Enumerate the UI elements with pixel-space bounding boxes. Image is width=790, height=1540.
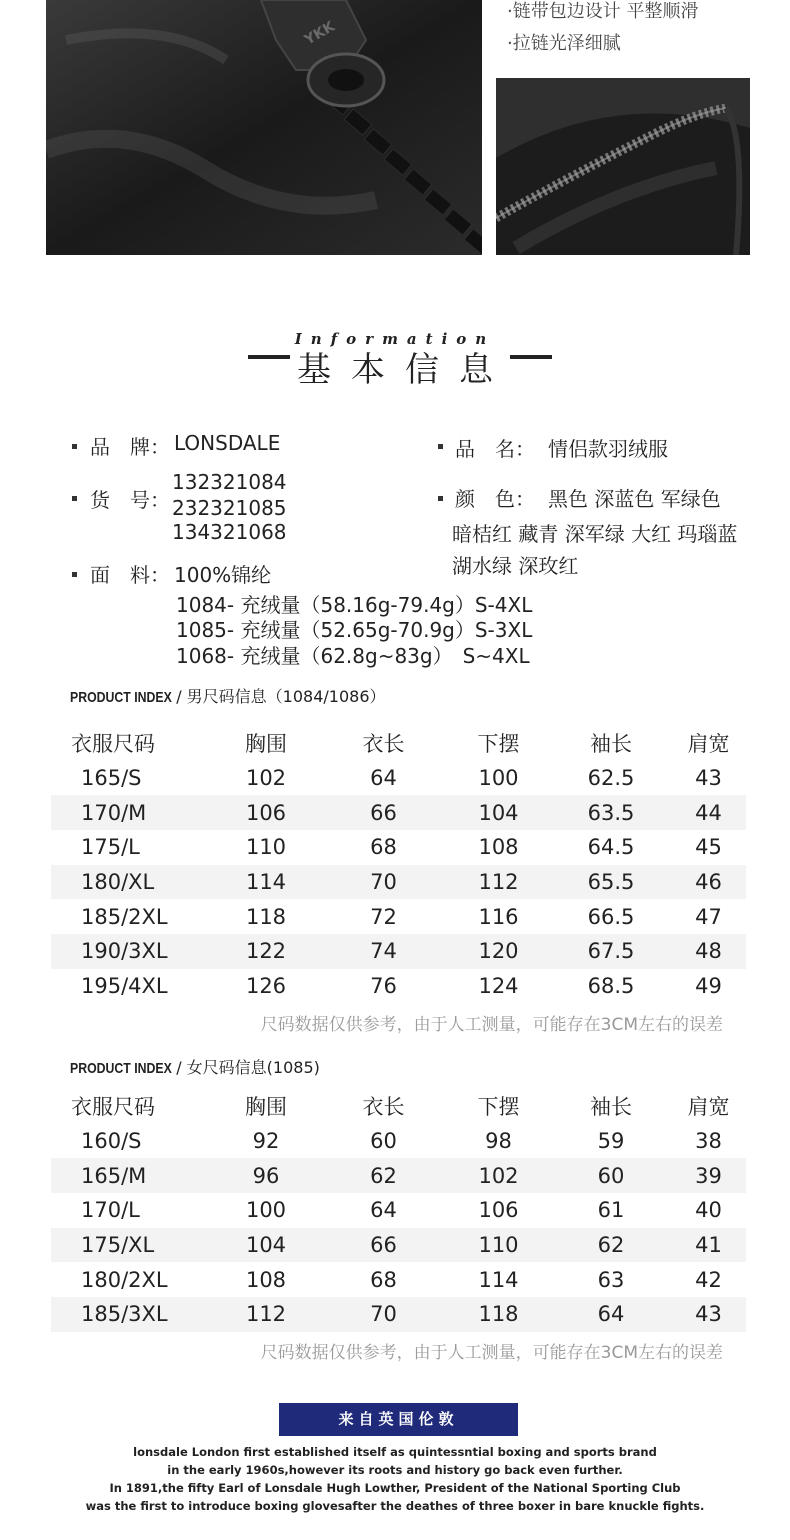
feature-1: ·链带包边设计 平整顺滑 <box>507 1 699 22</box>
table-row <box>51 1262 746 1297</box>
item-number-1: 132321084 <box>172 470 287 494</box>
table-cell: 175/XL <box>51 1228 211 1263</box>
table-cell: 60 <box>551 1158 671 1193</box>
column-header: 胸围 <box>245 732 287 757</box>
women-heading-cn: / 女尺码信息(1085) <box>176 1058 320 1077</box>
table-header-row <box>51 726 746 761</box>
table-cell: 62 <box>551 1228 671 1263</box>
color-label: 颜 色： <box>455 487 535 511</box>
table-cell: 114 <box>478 1267 519 1292</box>
women-table-heading <box>70 1055 320 1078</box>
men-heading-cn: / 男尺码信息（1084/1086） <box>176 687 386 706</box>
bullet <box>72 496 77 501</box>
colors-line-2: 暗桔红 藏青 深军绿 大红 玛瑙蓝 <box>452 522 738 546</box>
table-cell: 64 <box>370 1198 397 1223</box>
zipper-closeup-photo <box>46 0 482 255</box>
table-cell: 64 <box>551 1297 671 1332</box>
table-cell: 64.5 <box>587 835 635 860</box>
brand-label: 品 牌： <box>90 435 170 459</box>
table-cell: 59 <box>597 1129 625 1154</box>
table-cell: 63 <box>597 1267 625 1292</box>
table-cell: 96 <box>211 1158 321 1193</box>
name-label: 品 名： <box>455 437 535 461</box>
table-row <box>51 934 746 969</box>
table-cell: 118 <box>245 904 287 929</box>
table-cell: 42 <box>695 1267 722 1292</box>
men-table-heading <box>70 684 386 707</box>
table-cell: 112 <box>211 1297 321 1332</box>
title-english: Information <box>294 330 496 348</box>
table-cell: 112 <box>446 865 551 900</box>
table-cell: 165/S <box>81 766 142 791</box>
table-cell: 110 <box>245 835 287 860</box>
table-row <box>51 1228 746 1263</box>
table-cell: 76 <box>370 974 397 999</box>
footer-line-4: was the first to introduce boxing glovesafter the deathes of three boxer in bare knuckle fights. <box>85 1499 705 1513</box>
table-row <box>51 830 746 865</box>
table-header-row <box>51 1089 746 1124</box>
table-row <box>51 899 746 934</box>
footer-line-3: In 1891,the fifty Earl of Lonsdale Hugh Lowther, President of the National Sporting Club <box>109 1481 681 1495</box>
table-cell: 102 <box>245 766 287 791</box>
table-cell: 98 <box>485 1129 512 1154</box>
table-cell: 68 <box>370 1267 397 1292</box>
table-cell: 102 <box>446 1158 551 1193</box>
column-header: 袖长 <box>590 732 632 757</box>
table-cell: 72 <box>370 904 397 929</box>
table-cell: 120 <box>446 934 551 969</box>
table-row <box>51 761 746 796</box>
table-row <box>51 1124 746 1159</box>
table-cell: 195/4XL <box>81 974 168 999</box>
table-cell: 106 <box>478 1198 519 1223</box>
colors-line-1: 黑色 深蓝色 军绿色 <box>548 487 721 511</box>
table-cell: 64 <box>370 766 397 791</box>
column-header: 肩宽 <box>687 732 730 757</box>
table-cell: 118 <box>446 1297 551 1332</box>
table-cell: 70 <box>321 865 446 900</box>
footer-line-2: in the early 1960s,however its roots and history go back even further. <box>167 1463 623 1477</box>
item-number-2: 232321085 <box>172 496 287 520</box>
women-heading-en: PRODUCT INDEX <box>70 1060 172 1077</box>
table-cell: 104 <box>211 1228 321 1263</box>
fabric-label: 面 料： <box>90 563 170 587</box>
column-header: 胸围 <box>245 1095 287 1120</box>
fill-line-1: 1084- 充绒量（58.16g-79.4g）S-4XL <box>176 593 533 617</box>
table-cell: 185/3XL <box>51 1297 211 1332</box>
table-cell: 60 <box>370 1129 397 1154</box>
table-cell: 70 <box>321 1297 446 1332</box>
table-cell: 126 <box>245 974 287 999</box>
table-cell: 66.5 <box>587 904 635 929</box>
footer-line-1: lonsdale London first established itself as quintessntial boxing and sports brand <box>133 1445 657 1459</box>
table-cell: 175/L <box>81 835 140 860</box>
table-cell: 116 <box>478 904 519 929</box>
table-cell: 68.5 <box>587 974 635 999</box>
table-cell: 122 <box>211 934 321 969</box>
table-cell: 62 <box>321 1158 446 1193</box>
men-size-table <box>51 726 746 1004</box>
table-cell: 170/M <box>51 795 211 830</box>
name-value: 情侣款羽绒服 <box>548 437 668 461</box>
table-cell: 165/M <box>51 1158 211 1193</box>
column-header: 下摆 <box>477 1095 520 1120</box>
table-cell: 39 <box>671 1158 746 1193</box>
brand-value: LONSDALE <box>174 431 281 455</box>
bullet <box>438 444 443 449</box>
men-heading-en: PRODUCT INDEX <box>70 689 172 706</box>
table-cell: 66 <box>321 795 446 830</box>
table-row <box>51 969 746 1004</box>
table-cell: 65.5 <box>551 865 671 900</box>
table-cell: 104 <box>446 795 551 830</box>
bullet <box>72 444 77 449</box>
zipper-edge-photo <box>496 78 750 255</box>
table-cell: 190/3XL <box>51 934 211 969</box>
table-cell: 38 <box>695 1129 722 1154</box>
table-cell: 108 <box>245 1267 287 1292</box>
colors-line-3: 湖水绿 深玫红 <box>452 554 579 578</box>
table-cell: 160/S <box>81 1129 142 1154</box>
table-cell: 40 <box>695 1198 722 1223</box>
table-cell: 47 <box>695 904 722 929</box>
table-cell: 67.5 <box>551 934 671 969</box>
table-cell: 49 <box>695 974 722 999</box>
table-cell: 106 <box>211 795 321 830</box>
table-cell: 124 <box>478 974 519 999</box>
table-cell: 180/XL <box>51 865 211 900</box>
table-row <box>51 1297 746 1332</box>
bullet <box>438 496 443 501</box>
item-number-3: 134321068 <box>172 520 287 544</box>
table-cell: 45 <box>695 835 722 860</box>
table-cell: 74 <box>321 934 446 969</box>
table-cell: 41 <box>671 1228 746 1263</box>
title-chinese: 基本信息 <box>297 350 513 390</box>
women-size-table <box>51 1089 746 1332</box>
column-header: 衣长 <box>362 1095 405 1120</box>
table-cell: 43 <box>695 766 722 791</box>
table-cell: 46 <box>671 865 746 900</box>
table-cell: 180/2XL <box>81 1267 168 1292</box>
table-row <box>51 865 746 900</box>
fabric-value: 100%锦纶 <box>174 563 272 587</box>
table-cell: 66 <box>321 1228 446 1263</box>
table-cell: 114 <box>211 865 321 900</box>
table-cell: 43 <box>671 1297 746 1332</box>
zipper-illustration <box>46 0 482 255</box>
table-cell: 62.5 <box>587 766 635 791</box>
table-cell: 63.5 <box>551 795 671 830</box>
table-cell: 100 <box>478 766 519 791</box>
column-header: 衣服尺码 <box>71 1095 155 1120</box>
women-table-note: 尺码数据仅供参考，由于人工测量，可能存在3CM左右的误差 <box>260 1343 723 1363</box>
item-label: 货 号： <box>90 488 170 512</box>
column-header: 袖长 <box>590 1095 632 1120</box>
bullet <box>72 572 77 577</box>
fill-line-3: 1068- 充绒量（62.8g~83g） S~4XL <box>176 644 530 668</box>
origin-banner: 来自英国伦敦 <box>279 1403 518 1436</box>
table-cell: 44 <box>671 795 746 830</box>
column-header: 衣服尺码 <box>71 732 155 757</box>
column-header: 衣长 <box>362 732 405 757</box>
table-cell: 170/L <box>81 1198 140 1223</box>
table-row <box>51 1158 746 1193</box>
table-cell: 48 <box>671 934 746 969</box>
zipper-edge-illustration <box>496 78 750 255</box>
feature-2: ·拉链光泽细腻 <box>507 33 621 54</box>
men-table-note: 尺码数据仅供参考，由于人工测量，可能存在3CM左右的误差 <box>260 1015 723 1035</box>
table-cell: 100 <box>245 1198 287 1223</box>
table-cell: 110 <box>446 1228 551 1263</box>
zipper-brand: YKK <box>302 18 338 49</box>
table-cell: 61 <box>597 1198 625 1223</box>
column-header: 肩宽 <box>687 1095 730 1120</box>
table-cell: 108 <box>478 835 519 860</box>
table-row <box>51 795 746 830</box>
table-cell: 92 <box>252 1129 280 1154</box>
table-row <box>51 1193 746 1228</box>
table-cell: 68 <box>370 835 397 860</box>
fill-line-2: 1085- 充绒量（52.65g-70.9g）S-3XL <box>176 618 533 642</box>
column-header: 下摆 <box>477 732 520 757</box>
table-cell: 185/2XL <box>81 904 168 929</box>
